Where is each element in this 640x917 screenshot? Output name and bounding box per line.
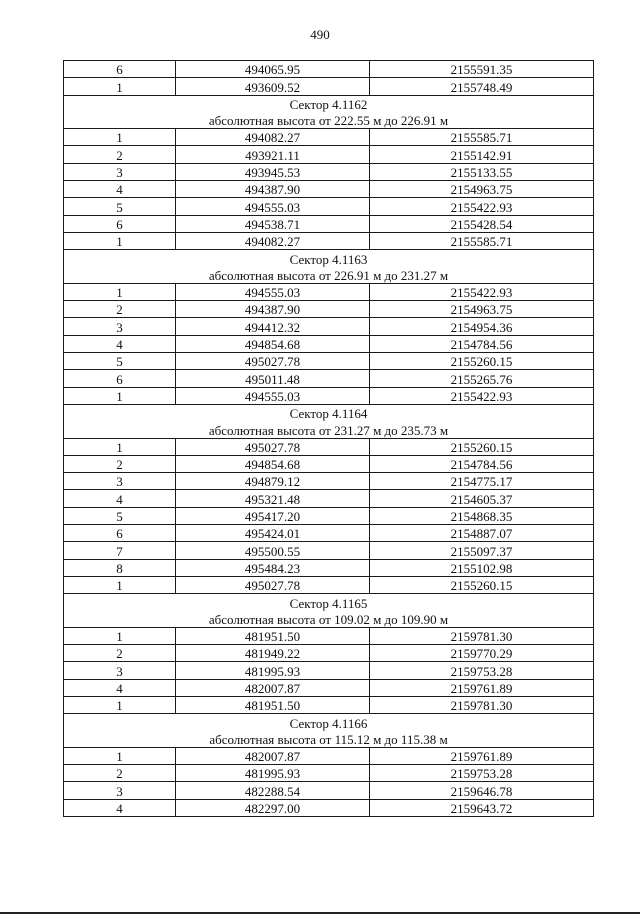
x-coordinate-cell: 494555.03 <box>176 198 370 215</box>
point-number-cell: 6 <box>64 370 176 387</box>
y-coordinate-cell: 2155097.37 <box>370 542 594 559</box>
y-coordinate-cell: 2159761.89 <box>370 679 594 696</box>
y-coordinate-cell: 2154775.17 <box>370 473 594 490</box>
y-coordinate-cell: 2155265.76 <box>370 370 594 387</box>
page-bottom-rule <box>0 912 640 914</box>
x-coordinate-cell: 495417.20 <box>176 507 370 524</box>
point-number-cell: 6 <box>64 215 176 232</box>
point-number-cell: 3 <box>64 163 176 180</box>
x-coordinate-cell: 494082.27 <box>176 129 370 146</box>
x-coordinate-cell: 494555.03 <box>176 283 370 300</box>
table-row <box>64 542 594 559</box>
point-number-cell: 3 <box>64 318 176 335</box>
y-coordinate-cell: 2159753.28 <box>370 662 594 679</box>
point-number-cell: 1 <box>64 232 176 249</box>
y-coordinate-cell: 2155428.54 <box>370 215 594 232</box>
sector-altitude-range: абсолютная высота от 115.12 м до 115.38 м <box>64 731 594 748</box>
table-row <box>64 662 594 679</box>
table-row <box>64 353 594 370</box>
sector-header-row <box>64 95 594 112</box>
y-coordinate-cell: 2155133.55 <box>370 163 594 180</box>
x-coordinate-cell: 494854.68 <box>176 335 370 352</box>
sector-header-row <box>64 421 594 438</box>
y-coordinate-cell: 2155585.71 <box>370 129 594 146</box>
table-row <box>64 370 594 387</box>
y-coordinate-cell: 2154784.56 <box>370 455 594 472</box>
x-coordinate-cell: 482288.54 <box>176 782 370 799</box>
x-coordinate-cell: 495500.55 <box>176 542 370 559</box>
x-coordinate-cell: 494879.12 <box>176 473 370 490</box>
point-number-cell: 4 <box>64 679 176 696</box>
point-number-cell: 1 <box>64 696 176 713</box>
y-coordinate-cell: 2154784.56 <box>370 335 594 352</box>
x-coordinate-cell: 495011.48 <box>176 370 370 387</box>
y-coordinate-cell: 2154963.75 <box>370 181 594 198</box>
point-number-cell: 3 <box>64 473 176 490</box>
x-coordinate-cell: 482297.00 <box>176 799 370 816</box>
sector-altitude-range: абсолютная высота от 226.91 м до 231.27 м <box>64 267 594 284</box>
coordinates-table <box>63 60 594 817</box>
point-number-cell: 1 <box>64 747 176 764</box>
x-coordinate-cell: 493921.11 <box>176 146 370 163</box>
table-row <box>64 455 594 472</box>
point-number-cell: 3 <box>64 782 176 799</box>
x-coordinate-cell: 494538.71 <box>176 215 370 232</box>
sector-header-row <box>64 112 594 129</box>
table-row <box>64 215 594 232</box>
y-coordinate-cell: 2155142.91 <box>370 146 594 163</box>
y-coordinate-cell: 2155260.15 <box>370 353 594 370</box>
x-coordinate-cell: 495027.78 <box>176 576 370 593</box>
sector-header-row <box>64 250 594 267</box>
point-number-cell: 4 <box>64 490 176 507</box>
point-number-cell: 4 <box>64 799 176 816</box>
x-coordinate-cell: 481951.50 <box>176 696 370 713</box>
page-number: 490 <box>310 27 330 42</box>
point-number-cell: 2 <box>64 645 176 662</box>
x-coordinate-cell: 494387.90 <box>176 301 370 318</box>
y-coordinate-cell: 2159781.30 <box>370 627 594 644</box>
y-coordinate-cell: 2155748.49 <box>370 78 594 95</box>
x-coordinate-cell: 482007.87 <box>176 747 370 764</box>
table-row <box>64 645 594 662</box>
point-number-cell: 8 <box>64 559 176 576</box>
y-coordinate-cell: 2159646.78 <box>370 782 594 799</box>
point-number-cell: 1 <box>64 78 176 95</box>
table-row <box>64 198 594 215</box>
sector-title: Сектор 4.1166 <box>64 714 594 731</box>
table-row <box>64 679 594 696</box>
y-coordinate-cell: 2155585.71 <box>370 232 594 249</box>
table-row <box>64 283 594 300</box>
table-row <box>64 129 594 146</box>
y-coordinate-cell: 2154954.36 <box>370 318 594 335</box>
point-number-cell: 2 <box>64 455 176 472</box>
x-coordinate-cell: 493945.53 <box>176 163 370 180</box>
table-row <box>64 782 594 799</box>
point-number-cell: 5 <box>64 353 176 370</box>
table-row <box>64 301 594 318</box>
point-number-cell: 1 <box>64 129 176 146</box>
y-coordinate-cell: 2159761.89 <box>370 747 594 764</box>
table-row <box>64 438 594 455</box>
table-row <box>64 163 594 180</box>
x-coordinate-cell: 494387.90 <box>176 181 370 198</box>
sector-altitude-range: абсолютная высота от 231.27 м до 235.73 м <box>64 421 594 438</box>
x-coordinate-cell: 495027.78 <box>176 353 370 370</box>
x-coordinate-cell: 494082.27 <box>176 232 370 249</box>
y-coordinate-cell: 2155102.98 <box>370 559 594 576</box>
y-coordinate-cell: 2159781.30 <box>370 696 594 713</box>
y-coordinate-cell: 2159770.29 <box>370 645 594 662</box>
table-row <box>64 799 594 816</box>
y-coordinate-cell: 2154963.75 <box>370 301 594 318</box>
sector-header-row <box>64 267 594 284</box>
point-number-cell: 6 <box>64 525 176 542</box>
x-coordinate-cell: 493609.52 <box>176 78 370 95</box>
x-coordinate-cell: 495321.48 <box>176 490 370 507</box>
table-row <box>64 490 594 507</box>
point-number-cell: 1 <box>64 283 176 300</box>
point-number-cell: 2 <box>64 146 176 163</box>
point-number-cell: 1 <box>64 576 176 593</box>
table-row <box>64 146 594 163</box>
point-number-cell: 2 <box>64 301 176 318</box>
point-number-cell: 1 <box>64 627 176 644</box>
sector-title: Сектор 4.1164 <box>64 404 594 421</box>
x-coordinate-cell: 495484.23 <box>176 559 370 576</box>
y-coordinate-cell: 2155422.93 <box>370 283 594 300</box>
x-coordinate-cell: 481949.22 <box>176 645 370 662</box>
sector-header-row <box>64 731 594 748</box>
sector-altitude-range: абсолютная высота от 109.02 м до 109.90 м <box>64 611 594 628</box>
table-row <box>64 387 594 404</box>
point-number-cell: 1 <box>64 438 176 455</box>
sector-header-row <box>64 594 594 611</box>
y-coordinate-cell: 2155422.93 <box>370 198 594 215</box>
x-coordinate-cell: 482007.87 <box>176 679 370 696</box>
table-row <box>64 232 594 249</box>
point-number-cell: 3 <box>64 662 176 679</box>
sector-header-row <box>64 611 594 628</box>
table-row <box>64 765 594 782</box>
sector-altitude-range: абсолютная высота от 222.55 м до 226.91 м <box>64 112 594 129</box>
sector-header-row <box>64 404 594 421</box>
table-row <box>64 507 594 524</box>
table-row <box>64 627 594 644</box>
x-coordinate-cell: 495027.78 <box>176 438 370 455</box>
x-coordinate-cell: 494854.68 <box>176 455 370 472</box>
x-coordinate-cell: 481995.93 <box>176 662 370 679</box>
point-number-cell: 7 <box>64 542 176 559</box>
table-row <box>64 335 594 352</box>
x-coordinate-cell: 481951.50 <box>176 627 370 644</box>
table-row <box>64 473 594 490</box>
point-number-cell: 5 <box>64 507 176 524</box>
point-number-cell: 4 <box>64 335 176 352</box>
table-row <box>64 78 594 95</box>
table-row <box>64 61 594 78</box>
y-coordinate-cell: 2155591.35 <box>370 61 594 78</box>
coordinates-table-body <box>64 61 594 817</box>
point-number-cell: 1 <box>64 387 176 404</box>
table-row <box>64 747 594 764</box>
y-coordinate-cell: 2159643.72 <box>370 799 594 816</box>
point-number-cell: 5 <box>64 198 176 215</box>
x-coordinate-cell: 494555.03 <box>176 387 370 404</box>
sector-title: Сектор 4.1163 <box>64 250 594 267</box>
table-row <box>64 696 594 713</box>
y-coordinate-cell: 2155260.15 <box>370 438 594 455</box>
point-number-cell: 6 <box>64 61 176 78</box>
sector-title: Сектор 4.1165 <box>64 594 594 611</box>
table-row <box>64 181 594 198</box>
point-number-cell: 2 <box>64 765 176 782</box>
y-coordinate-cell: 2154887.07 <box>370 525 594 542</box>
x-coordinate-cell: 494412.32 <box>176 318 370 335</box>
table-row <box>64 318 594 335</box>
x-coordinate-cell: 495424.01 <box>176 525 370 542</box>
y-coordinate-cell: 2155260.15 <box>370 576 594 593</box>
x-coordinate-cell: 494065.95 <box>176 61 370 78</box>
sector-header-row <box>64 714 594 731</box>
table-row <box>64 525 594 542</box>
y-coordinate-cell: 2154868.35 <box>370 507 594 524</box>
point-number-cell: 4 <box>64 181 176 198</box>
table-row <box>64 576 594 593</box>
sector-title: Сектор 4.1162 <box>64 95 594 112</box>
y-coordinate-cell: 2159753.28 <box>370 765 594 782</box>
table-row <box>64 559 594 576</box>
x-coordinate-cell: 481995.93 <box>176 765 370 782</box>
y-coordinate-cell: 2155422.93 <box>370 387 594 404</box>
y-coordinate-cell: 2154605.37 <box>370 490 594 507</box>
